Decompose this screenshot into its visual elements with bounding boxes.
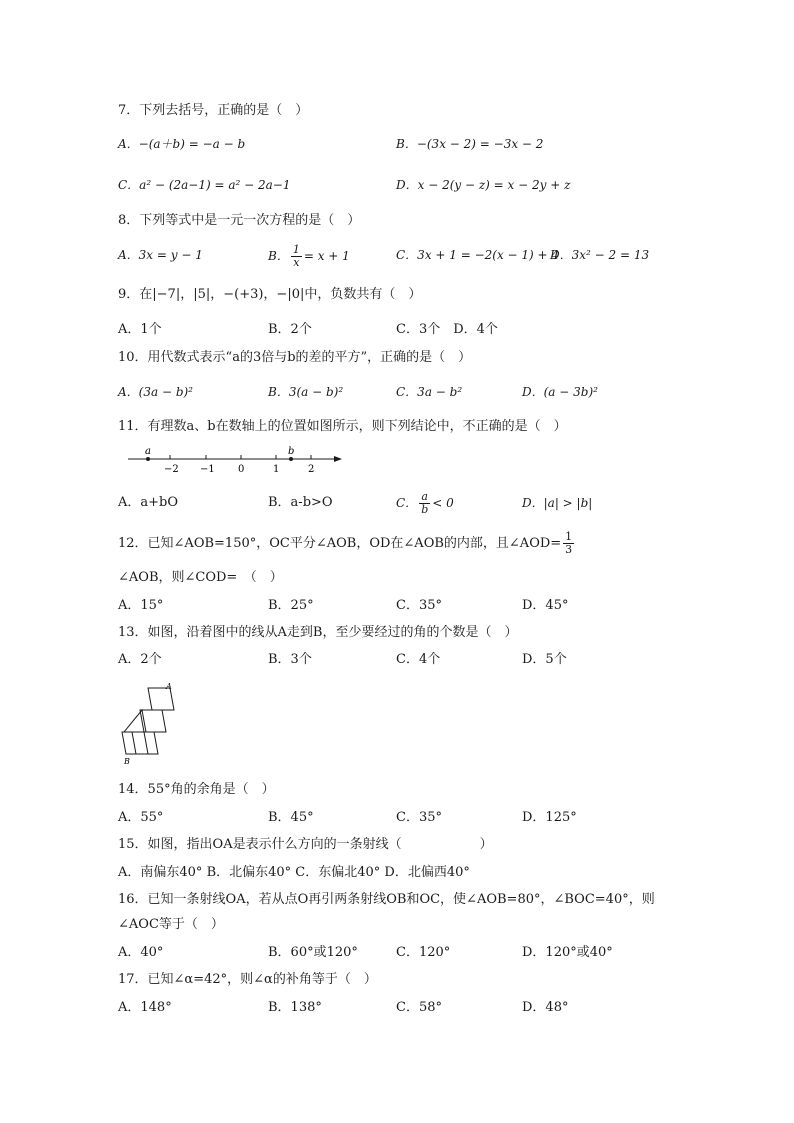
q15-stem: 15．如图，指出OA是表示什么方向的一条射线（ ） bbox=[118, 837, 493, 852]
q17-option-c: C．58° bbox=[396, 1000, 442, 1015]
q8-option-b-rest: = x + 1 bbox=[303, 249, 350, 263]
q16-option-c: C．120° bbox=[396, 945, 451, 960]
q14-option-b: B．45° bbox=[268, 810, 314, 825]
label-b: b bbox=[288, 446, 295, 457]
q11-option-b: B．a-b>O bbox=[268, 495, 333, 510]
q11-option-c bbox=[396, 485, 454, 521]
q17-stem: 17．已知∠α=42°，则∠α的补角等于（ ） bbox=[118, 972, 377, 987]
q10-stem: 10．用代数式表示“a的3倍与b的差的平方”，正确的是（ ） bbox=[118, 350, 472, 365]
q8-b-denominator: x bbox=[293, 256, 300, 269]
q7-stem: 7．下列去括号，正确的是（ ） bbox=[118, 103, 309, 118]
q9-option-b: B．2个 bbox=[268, 322, 312, 337]
q9-option-cd: C．3个 D．4个 bbox=[396, 322, 498, 337]
q12-stem bbox=[118, 526, 576, 562]
q10-option-b: B．3(a − b)² bbox=[268, 385, 344, 399]
label-point-b: B bbox=[124, 757, 130, 766]
q12-fraction bbox=[563, 531, 574, 556]
q11-option-c-label: C． bbox=[396, 496, 418, 510]
q17-option-b: B．138° bbox=[268, 1000, 322, 1015]
label-neg1: −1 bbox=[200, 464, 215, 475]
q13-option-a: A．2个 bbox=[118, 652, 162, 667]
q7-option-a: A．−(a＋b) = −a − b bbox=[118, 137, 246, 151]
label-2: 2 bbox=[308, 464, 315, 475]
q14-option-a: A．55° bbox=[118, 810, 164, 825]
q11-stem: 11．有理数a、b在数轴上的位置如图所示，则下列结论中，不正确的是（ ） bbox=[118, 419, 567, 434]
q8-b-numerator: 1 bbox=[292, 243, 300, 256]
label-neg2: −2 bbox=[164, 464, 179, 475]
point-b bbox=[289, 457, 293, 461]
q7-option-d: D．x − 2(y − z) = x − 2y + z bbox=[396, 178, 571, 192]
q8-stem: 8．下列等式中是一元一次方程的是（ ） bbox=[118, 213, 361, 228]
q10-option-d: D．(a − 3b)² bbox=[522, 385, 598, 399]
q17-option-a: A．148° bbox=[118, 1000, 172, 1015]
point-a bbox=[146, 457, 150, 461]
q16-option-b: B．60°或120° bbox=[268, 945, 358, 960]
q12-option-c: C．35° bbox=[396, 598, 442, 613]
q16-stem: 16．已知一条射线OA，若从点O再引两条射线OB和OC，使∠AOB=80°，∠BOC=40°，则 bbox=[118, 892, 655, 907]
q14-stem: 14．55°角的余角是（ ） bbox=[118, 782, 275, 797]
number-line-arrow bbox=[334, 456, 342, 462]
q8-option-b bbox=[268, 238, 350, 274]
q12-option-a: A．15° bbox=[118, 598, 164, 613]
q11-option-c-rest: < 0 bbox=[432, 496, 454, 510]
q11-option-c-fraction bbox=[419, 491, 430, 516]
q10-option-a: A．(3a − b)² bbox=[118, 385, 193, 399]
q13-figure-path-grid bbox=[118, 680, 188, 768]
q15-options: A．南偏东40° B．北偏东40° C．东偏北40° D．北偏西40° bbox=[118, 865, 470, 880]
q7-option-c: C．a² − (2a−1) = a² − 2a−1 bbox=[118, 178, 291, 192]
q9-stem: 9．在|−7|，|5|，−(+3)，−|0|中，负数共有（ ） bbox=[118, 287, 422, 302]
q8-option-a: A．3x = y − 1 bbox=[118, 248, 203, 262]
q13-option-c: C．4个 bbox=[396, 652, 441, 667]
label-a: a bbox=[145, 446, 151, 457]
label-1: 1 bbox=[273, 464, 280, 475]
q12-stem-continued: ∠AOB，则∠COD= （ ） bbox=[118, 570, 283, 585]
q7-option-b: B．−(3x − 2) = −3x − 2 bbox=[396, 137, 544, 151]
q14-option-c: C．35° bbox=[396, 810, 442, 825]
q12-option-b: B．25° bbox=[268, 598, 314, 613]
q11-number-line bbox=[118, 442, 358, 478]
grid-parallelogram-1 bbox=[148, 688, 174, 710]
label-0: 0 bbox=[238, 464, 245, 475]
q8-option-b-fraction bbox=[291, 244, 302, 269]
label-point-a: A bbox=[166, 682, 172, 691]
q8-option-d: D．3x² − 2 = 13 bbox=[550, 248, 650, 262]
q16-option-a: A．40° bbox=[118, 945, 164, 960]
q10-option-c: C．3a − b² bbox=[396, 385, 463, 399]
q11-c-numerator: a bbox=[419, 491, 430, 504]
q13-stem: 13．如图，沿着图中的线从A走到B，至少要经过的角的个数是（ ） bbox=[118, 625, 518, 640]
q8-option-c: C．3x + 1 = −2(x − 1) + 4 bbox=[396, 248, 560, 262]
q16-option-d: D．120°或40° bbox=[522, 945, 613, 960]
q14-option-d: D．125° bbox=[522, 810, 577, 825]
q11-option-d: D．|a| > |b| bbox=[522, 496, 593, 510]
q12-numerator: 1 bbox=[565, 530, 573, 543]
q11-option-a: A．a+bO bbox=[118, 495, 179, 510]
q12-denominator: 3 bbox=[565, 543, 573, 556]
q12-stem-text: 12．已知∠AOB=150°，OC平分∠AOB，OD在∠AOB的内部，且∠AOD= bbox=[118, 536, 562, 551]
q13-option-b: B．3个 bbox=[268, 652, 312, 667]
q13-option-d: D．5个 bbox=[522, 652, 567, 667]
grid-segment bbox=[124, 710, 146, 732]
q16-stem-continued: ∠AOC等于（ ） bbox=[118, 917, 224, 932]
q8-option-b-label: B． bbox=[268, 249, 289, 263]
q17-option-d: D．48° bbox=[522, 1000, 569, 1015]
q11-c-denominator: b bbox=[421, 503, 429, 516]
q12-option-d: D．45° bbox=[522, 598, 569, 613]
q9-option-a: A．1个 bbox=[118, 322, 162, 337]
